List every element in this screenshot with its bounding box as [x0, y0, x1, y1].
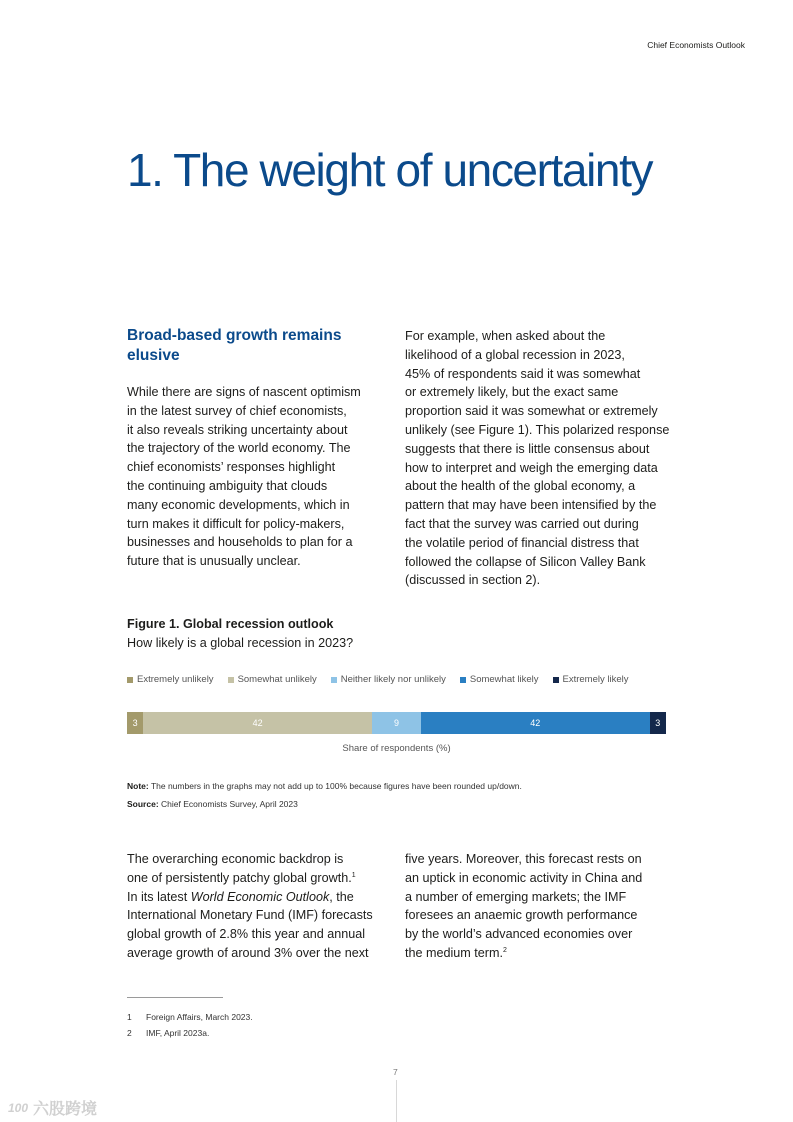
- text-line: a number of emerging markets; the IMF: [405, 889, 627, 904]
- text-line: it also reveals striking uncertainty about: [127, 422, 348, 437]
- text-line: many economic developments, which in: [127, 497, 350, 512]
- text-line: followed the collapse of Silicon Valley Bank: [405, 554, 646, 569]
- text-line: the trajectory of the world economy. The: [127, 441, 351, 456]
- text-line: International Monetary Fund (IMF) forecasts: [127, 908, 373, 923]
- footnote-text: Foreign Affairs, March 2023.: [146, 1012, 253, 1022]
- footnote-number: 1: [127, 1012, 132, 1022]
- body-paragraph-right: [405, 850, 670, 963]
- page-number: 7: [393, 1067, 398, 1077]
- watermark-text: 六股跨境: [33, 1101, 98, 1118]
- bar-segment: 3: [127, 712, 143, 734]
- legend-item: [228, 674, 317, 685]
- text-line: likelihood of a global recession in 2023,: [405, 347, 625, 362]
- footnote-text: IMF, April 2023a.: [146, 1028, 210, 1038]
- text-line: the continuing ambiguity that clouds: [127, 478, 328, 493]
- text-line: fact that the survey was carried out during: [405, 516, 639, 531]
- intro-paragraph-left: [127, 383, 385, 571]
- figure-title: Figure 1. Global recession outlook: [127, 617, 334, 631]
- watermark-logo: 100: [8, 1100, 29, 1115]
- legend-item: [127, 674, 214, 685]
- publication-title: World Economic Outlook: [190, 889, 330, 904]
- figure-source: [127, 799, 298, 809]
- text-line: In its latest World Economic Outlook, the: [127, 889, 354, 904]
- text-line: global growth of 2.8% this year and annual: [127, 927, 366, 942]
- text-line: in the latest survey of chief economists,: [127, 403, 347, 418]
- legend-label: Somewhat likely: [469, 674, 539, 685]
- legend-item: [553, 674, 629, 685]
- text-line: foresees an anaemic growth performance: [405, 908, 638, 923]
- page-title: 1. The weight of uncertainty: [127, 144, 653, 196]
- text-line: the medium term.$^2$: [405, 945, 507, 960]
- text-line: or extremely likely, but the exact same: [405, 385, 619, 400]
- legend-swatch: [460, 677, 466, 683]
- note-label: Note:: [127, 781, 149, 791]
- legend-item: [460, 674, 539, 685]
- text-line: suggests that there is little consensus about: [405, 441, 650, 456]
- text-line: 45% of respondents said it was somewhat: [405, 366, 641, 381]
- legend-label: Extremely likely: [562, 674, 629, 685]
- text-line: proportion said it was somewhat or extremely: [405, 404, 658, 419]
- text-line: unlikely (see Figure 1). This polarized response: [405, 422, 670, 437]
- footnote-divider: [127, 997, 223, 998]
- watermark: [8, 1096, 97, 1119]
- text-line: one of persistently patchy global growth.$^1$: [127, 870, 356, 885]
- footnote: [127, 1012, 253, 1022]
- text-line: turn makes it difficult for policy-makers,: [127, 516, 345, 531]
- bar-segment: 3: [650, 712, 666, 734]
- source-text: Chief Economists Survey, April 2023: [158, 799, 298, 809]
- text-line: While there are signs of nascent optimism: [127, 385, 361, 399]
- text-line: For example, when asked about the: [405, 329, 606, 343]
- text-line: future that is unusually unclear.: [127, 554, 301, 569]
- legend-swatch: [331, 677, 337, 683]
- source-label: Source:: [127, 799, 159, 809]
- text-line: pattern that may have been intensified by the: [405, 498, 657, 513]
- text-line: five years. Moreover, this forecast rests on: [405, 852, 642, 866]
- legend-label: Extremely unlikely: [137, 674, 214, 685]
- bar-segment: 9: [372, 712, 421, 734]
- text-line: (discussed in section 2).: [405, 573, 541, 588]
- section-heading: Broad-based growth remains elusive: [127, 327, 342, 364]
- text-line: about the health of the global economy, a: [405, 479, 636, 494]
- footnote-ref: 2: [502, 946, 507, 954]
- text-line: chief economists’ responses highlight: [127, 460, 336, 475]
- note-text: The numbers in the graphs may not add up to 100% because figures have been rounded up/down.: [148, 781, 522, 791]
- legend-swatch: [127, 677, 133, 683]
- footnote: [127, 1028, 209, 1038]
- legend-item: [331, 674, 446, 685]
- legend-swatch: [553, 677, 559, 683]
- legend-swatch: [228, 677, 234, 683]
- bar-segment: 42: [421, 712, 650, 734]
- text-line: average growth of around 3% over the next: [127, 945, 369, 960]
- text-line: the volatile period of financial distress that: [405, 535, 639, 550]
- bar-segment: 42: [143, 712, 372, 734]
- intro-paragraph-right: [405, 327, 670, 590]
- figure-subtitle: How likely is a global recession in 2023?: [127, 636, 354, 650]
- text-line: The overarching economic backdrop is: [127, 852, 344, 866]
- text-line: an uptick in economic activity in China and: [405, 870, 643, 885]
- body-paragraph-left: [127, 850, 389, 963]
- running-header: Chief Economists Outlook: [647, 40, 745, 50]
- text-line: how to interpret and weigh the emerging data: [405, 460, 658, 475]
- footnote-number: 2: [127, 1028, 132, 1038]
- legend-label: Neither likely nor unlikely: [340, 674, 446, 685]
- text-line: by the world’s advanced economies over: [405, 927, 633, 942]
- x-axis-label: Share of respondents (%): [342, 743, 451, 754]
- stacked-bar: [127, 712, 666, 734]
- text-line: businesses and households to plan for a: [127, 535, 353, 550]
- chart-legend: [127, 674, 629, 685]
- legend-label: Somewhat unlikely: [237, 674, 317, 685]
- figure-note: [127, 781, 522, 791]
- footnote-ref: 1: [351, 871, 356, 879]
- page-divider: [396, 1080, 397, 1122]
